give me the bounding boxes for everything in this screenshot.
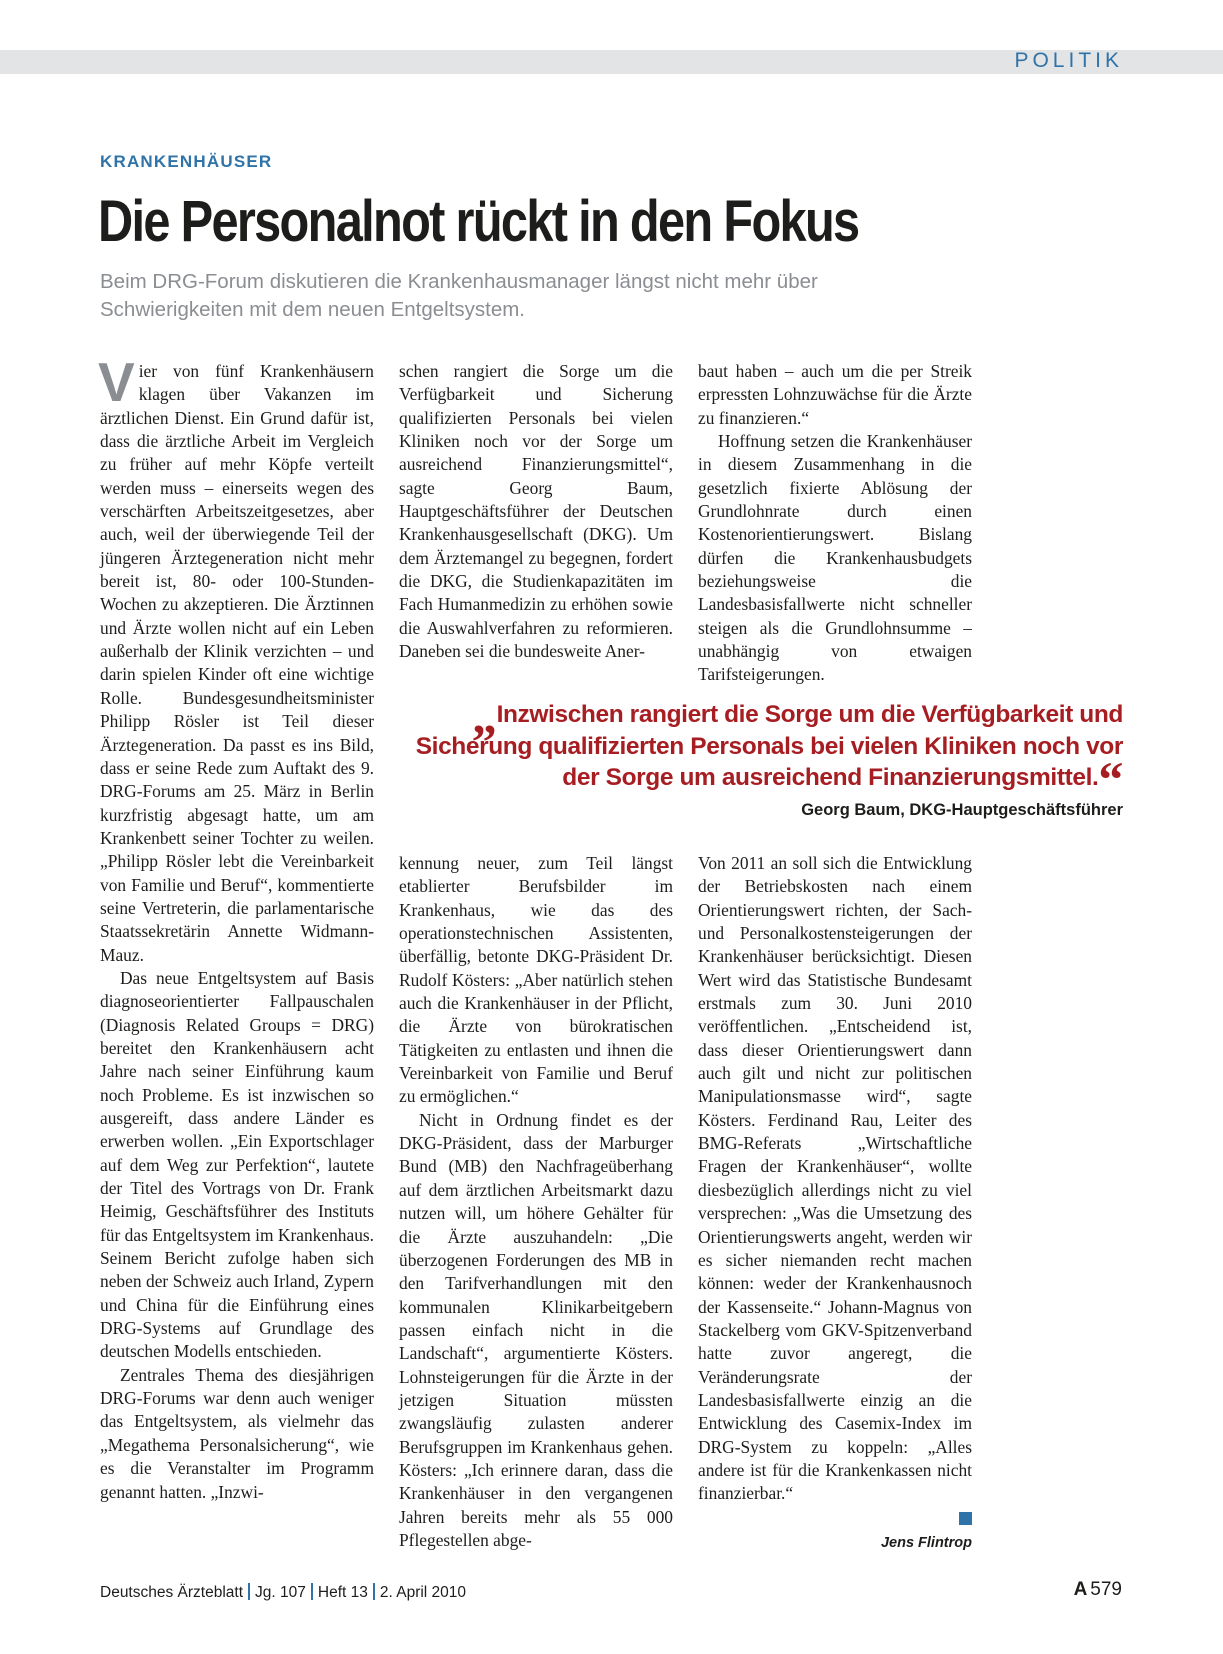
page-number-value: 579 — [1090, 1579, 1122, 1600]
section-label: POLITIK — [1014, 49, 1123, 72]
text-column-1 — [98, 351, 374, 1555]
article-end-square-icon — [959, 1512, 972, 1525]
quote-close-mark: “ — [1098, 751, 1123, 807]
journal-volume: Jg. 107 — [255, 1584, 306, 1601]
article-author: Jens Flintrop — [880, 1535, 972, 1551]
article-subhead: Beim DRG-Forum diskutieren die Krankenhausmanager längst nicht mehr über Schwierigkeiten mit dem neuen Entgeltsystem. — [100, 270, 818, 321]
text-column-4 — [399, 852, 673, 1557]
text-column-3 — [698, 360, 972, 685]
article-headline: Die Personalnot rückt in den Fokus — [98, 189, 859, 254]
quote-open-mark: „ — [471, 688, 497, 744]
paragraph: Zentrales Thema des diesjährigen DRG-Forums war denn auch weniger das Entgeltsystem, als vielmehr das „Megathema Personalsicherung“, wie es die Veranstalter im Programm genannt hatten. „Inzwi- — [100, 1364, 374, 1502]
pull-quote-source: Georg Baum, DKG-Hauptgeschäftsführer — [801, 801, 1123, 819]
page-prefix: A — [1073, 1579, 1088, 1600]
journal-issue: Heft 13 — [317, 1584, 368, 1601]
paragraph: Nicht in Ordnung findet es der DKG-Präsident, dass der Marburger Bund (MB) den Nachfrageüberhang auf dem ärztlichen Arbeitsmarkt dazu nutzen will, um höhere Gehälter für die Ärzte auszuhandeln: „Die überzogenen Forderungen des MB in den Tarifverhandlungen mit den kommunalen Klinikarbeitgebern passen einfach nicht in die Landschaft“, argumentierte Kösters. Lohnsteigerungen für die Ärzte in der jetzigen Situation müssten zwangsläufig zulasten anderer Berufsgruppen im Krankenhaus gehen. Kösters: „Ich erinnere daran, dass die Krankenhäuser in den vergangenen Jahren bereits mehr als 55 000 Pflegestellen abge- — [399, 1109, 673, 1550]
journal-date: 2. April 2010 — [379, 1584, 467, 1601]
text-column-2 — [399, 360, 673, 670]
paragraph: schen rangiert die Sorge um die Verfügbarkeit und Sicherung qualifizierten Personals bei vielen Kliniken noch vor der Sorge um ausreichend Finanzierungsmittel“, sagte Georg Baum, Hauptgeschäftsführer der Deutschen Krankenhausgesellschaft (DKG). Um dem Ärztemangel zu begegnen, fordert die DKG, die Studienkapazitäten im Fach Humanmedizin zu erhöhen sowie die Auswahlverfahren zu reformieren. Daneben sei die bundesweite Aner- — [399, 361, 673, 662]
paragraph — [98, 351, 374, 967]
journal-name: Deutsches Ärzteblatt — [100, 1584, 244, 1601]
paragraph: Von 2011 an soll sich die Entwicklung der Betriebskosten nach einem Orientierungswert richten, der Sach- und Personalkostensteigerungen der Krankenhäuser berücksichtigt. Diesen Wert wird das Statistische Bundesamt erstmals zum 30. Juni 2010 veröffentlichen. „Entscheidend ist, dass dieser Orientierungswert dann auch gilt und nicht zur politischen Manipulationsmasse wird“, sagte Kösters. Ferdinand Rau, Leiter des BMG-Referats „Wirtschaftliche Fragen der Krankenhäuser“, wollte diesbezüglich allerdings nicht zu viel versprechen: „Was die Umsetzung des Orientierungswerts angeht, werden wir es sicher niemanden recht machen können: weder der Krankenhausnoch der Kassenseite.“ Johann-Magnus von Stackelberg vom GKV-Spitzenverband hatte zuvor angeregt, die Veränderungsrate der Landesbasisfallwerte einzig an die Entwicklung des Casemix-Index im DRG-System zu koppeln: „Alles andere ist für die Krankenkassen nicht finanzierbar.“ — [698, 853, 972, 1504]
paragraph: Das neue Entgeltsystem auf Basis diagnoseorientierter Fallpauschalen (Diagnosis Related Groups = DRG) bereitet den Krankenhäusern acht Jahre nach seiner Einführung kaum noch Probleme. Es ist inzwischen so ausgereift, dass andere Länder es erwerben wollen. „Ein Exportschlager auf dem Weg zur Perfektion“, lautete der Titel des Vortrags von Dr. Frank Heimig, Geschäftsführer des Instituts für das Entgeltsystem im Krankenhaus. Seinem Bericht zufolge haben sich neben der Schweiz auch Irland, Zypern und China für die Einführung eines DRG-Systems auf Grundlage des deutschen Modells entschieden. — [100, 967, 374, 1362]
footer-divider — [311, 1583, 313, 1600]
paragraph-text: ier von fünf Krankenhäusern klagen über Vakanzen im ärztlichen Dienst. Ein Grund dafür ist, dass die ärztliche Arbeit im Vergleich zu früher auf mehr Köpfe verteilt werden muss – einerseits wegen des verschärften Arbeitszeitgesetzes, aber auch, weil der überwiegende Teil der jüngeren Ärztegeneration nicht mehr bereit ist, 80- oder 100-Stunden-Wochen zu akzeptieren. Die Ärztinnen und Ärzte wollen nicht auf ein Leben außerhalb der Klinik verzichten – und darin spielen Kinder oft eine wichtige Rolle. Bundesgesundheitsminister Philipp Rösler ist Teil dieser Ärztegeneration. Da passt es ins Bild, dass er seine Rede zum Auftakt des 9. DRG-Forums am 25. März in Berlin kurzfristig abgesagt hatte, um am Krankenbett seiner Tochter zu weilen. „Philipp Rösler lebt die Vereinbarkeit von Familie und Beruf“, kommentierte seine Vertreterin, die parlamentarische Staatssekretärin Annette Widmann-Mauz. — [100, 361, 374, 965]
paragraph: baut haben – auch um die per Streik erpressten Lohnzuwächse für die Ärzte zu finanzieren.“ — [698, 361, 972, 428]
pull-quote — [403, 688, 1123, 807]
footer-divider — [248, 1583, 250, 1600]
text-column-5 — [698, 852, 972, 1532]
article-kicker: KRANKENHÄUSER — [100, 152, 273, 171]
pull-quote-text: Inzwischen rangiert die Sorge um die Verfügbarkeit und Sicherung qualifizierten Personals bei vielen Kliniken noch vor der Sorge um ausreichend Finanzierungsmittel. — [415, 701, 1123, 791]
page-number — [1074, 1579, 1122, 1601]
drop-cap: V — [98, 351, 135, 413]
paragraph: kennung neuer, zum Teil längst etablierter Berufsbilder im Krankenhaus, wie das des operationstechnischen Assistenten, überfällig, betonte DKG-Präsident Dr. Rudolf Kösters: „Aber natürlich stehen auch die Krankenhäuser in der Pflicht, die Ärzte von bürokratischen Tätigkeiten zu entlasten und ihnen die Vereinbarkeit von Familie und Beruf zu ermöglichen.“ — [399, 853, 673, 1107]
page-footer — [100, 1583, 466, 1602]
footer-divider — [373, 1583, 375, 1600]
paragraph: Hoffnung setzen die Krankenhäuser in diesem Zusammenhang in die gesetzlich fixierte Ablösung der Grundlohnrate durch einen Kostenorientierungswert. Bislang dürfen die Krankenhausbudgets beziehungsweise die Landesbasisfallwerte nicht schneller steigen als die Grundlohnsumme – unabhängig von etwaigen Tarifsteigerungen. — [698, 431, 972, 685]
